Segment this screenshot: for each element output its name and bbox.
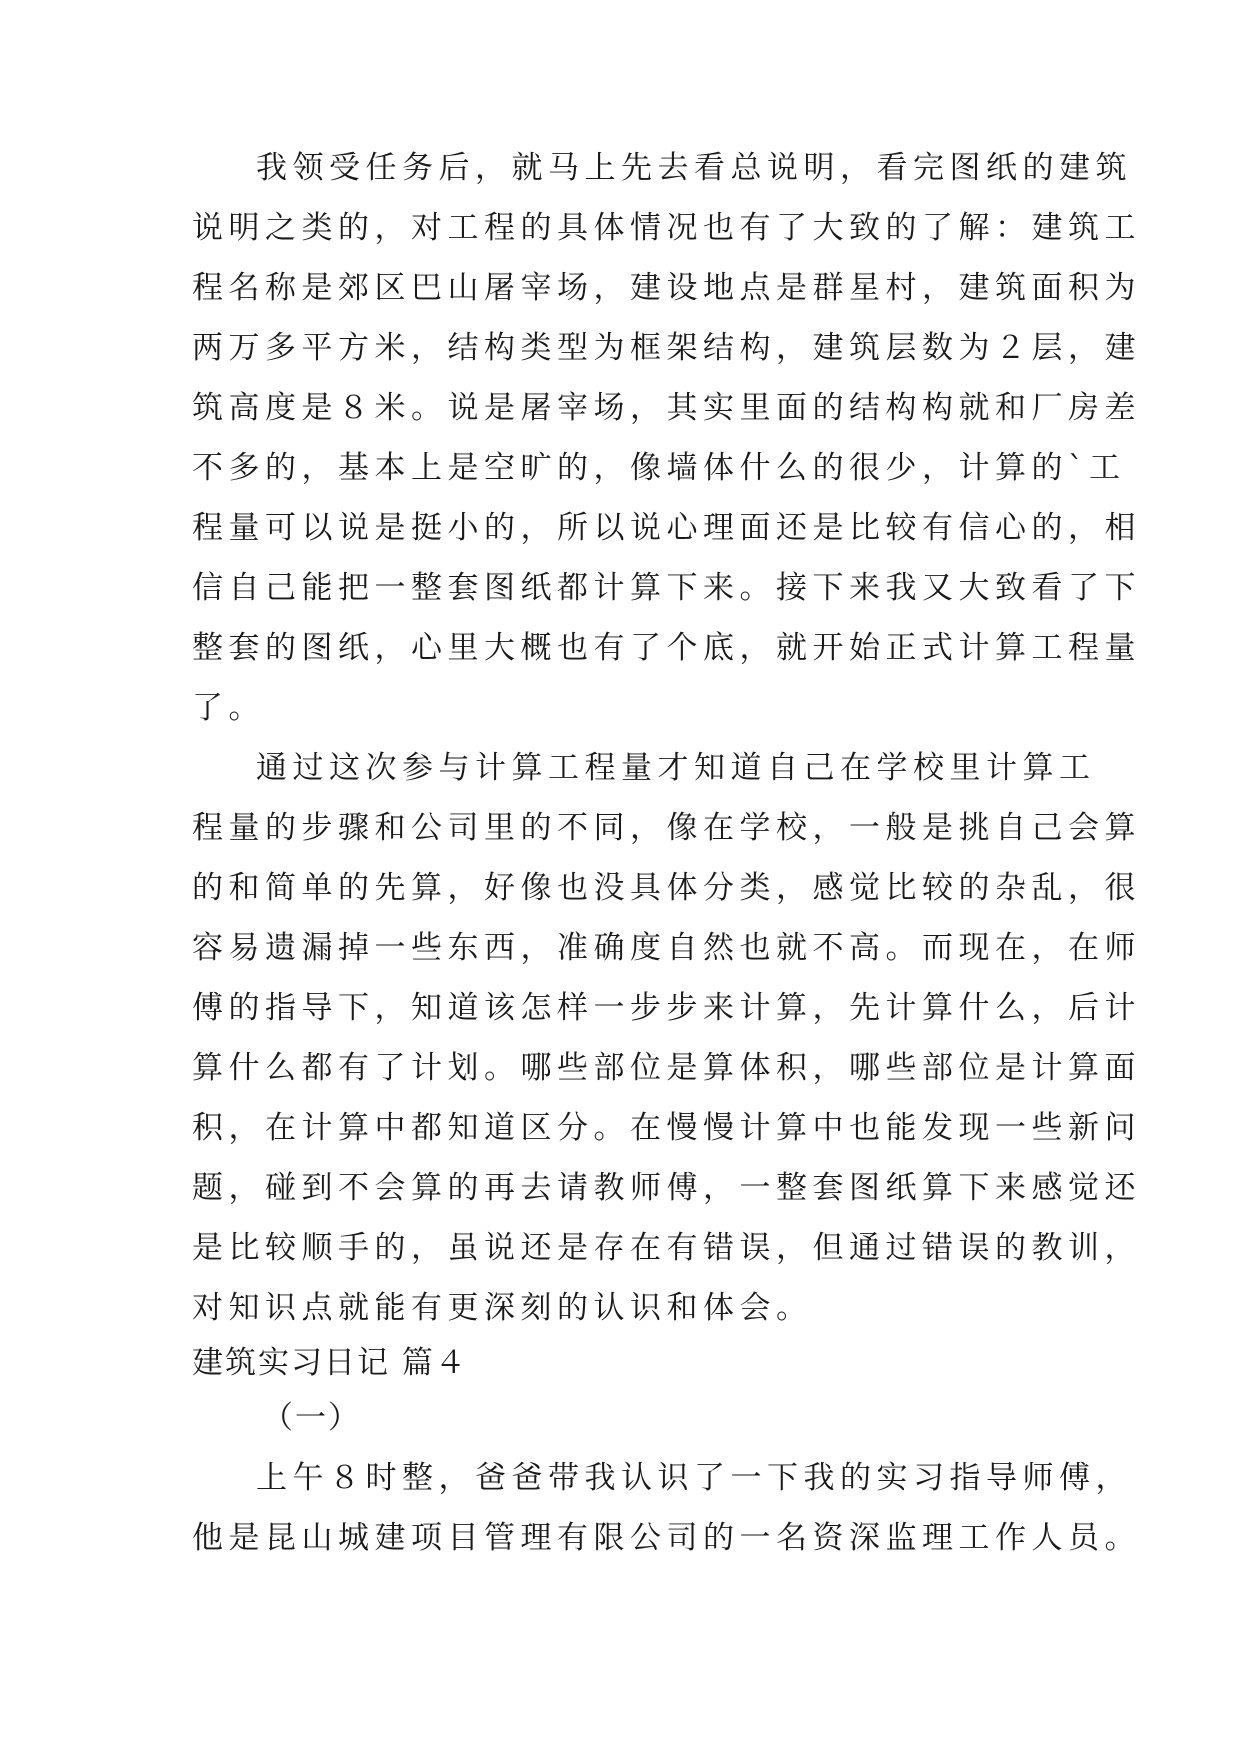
paragraph-line: 两万多平方米，结构类型为框架结构，建筑层数为２层，建 bbox=[192, 330, 1141, 366]
paragraph-line: 容易遗漏掉一些东西，准确度自然也就不高。而现在，在师 bbox=[192, 930, 1141, 966]
paragraph-line: 整套的图纸，心里大概也有了个底，就开始正式计算工程量 bbox=[192, 630, 1141, 666]
paragraph-line: 上午８时整，爸爸带我认识了一下我的实习指导师傅， bbox=[256, 1460, 1132, 1496]
paragraph-line: 傅的指导下，知道该怎样一步步来计算，先计算什么，后计 bbox=[192, 990, 1141, 1026]
paragraph-line: 了。 bbox=[192, 690, 265, 726]
paragraph-line: 程名称是郊区巴山屠宰场，建设地点是群星村，建筑面积为 bbox=[192, 270, 1141, 306]
paragraph-line: 程量的步骤和公司里的不同，像在学校，一般是挑自己会算 bbox=[192, 810, 1141, 846]
paragraph-line: 程量可以说是挺小的，所以说心理面还是比较有信心的，相 bbox=[192, 510, 1141, 546]
paragraph-line: 不多的，基本上是空旷的，像墙体什么的很少，计算的`工 bbox=[192, 450, 1126, 486]
paragraph-line: 通过这次参与计算工程量才知道自己在学校里计算工 bbox=[256, 750, 1096, 786]
paragraph-line: 对知识点就能有更深刻的认识和体会。 bbox=[192, 1290, 813, 1326]
paragraph-line: 说明之类的，对工程的具体情况也有了大致的了解：建筑工 bbox=[192, 210, 1141, 246]
paragraph-line: 信自己能把一整套图纸都计算下来。接下来我又大致看了下 bbox=[192, 570, 1141, 606]
paragraph-line: 算什么都有了计划。哪些部位是算体积，哪些部位是计算面 bbox=[192, 1050, 1141, 1086]
paragraph-line: 积，在计算中都知道区分。在慢慢计算中也能发现一些新问 bbox=[192, 1110, 1141, 1146]
paragraph-line: 我领受任务后，就马上先去看总说明，看完图纸的建筑 bbox=[256, 150, 1132, 186]
paragraph-line: 题，碰到不会算的再去请教师傅，一整套图纸算下来感觉还 bbox=[192, 1170, 1141, 1206]
paragraph-line: 是比较顺手的，虽说还是存在有错误，但通过错误的教训， bbox=[192, 1230, 1141, 1266]
section-heading: 建筑实习日记 篇４ bbox=[192, 1345, 468, 1381]
paragraph-line: 筑高度是８米。说是屠宰场，其实里面的结构构就和厂房差 bbox=[192, 390, 1141, 426]
paragraph-line: 他是昆山城建项目管理有限公司的一名资深监理工作人员。 bbox=[192, 1520, 1141, 1556]
subsection-marker: （一） bbox=[262, 1400, 361, 1436]
paragraph-line: 的和简单的先算，好像也没具体分类，感觉比较的杂乱，很 bbox=[192, 870, 1141, 906]
